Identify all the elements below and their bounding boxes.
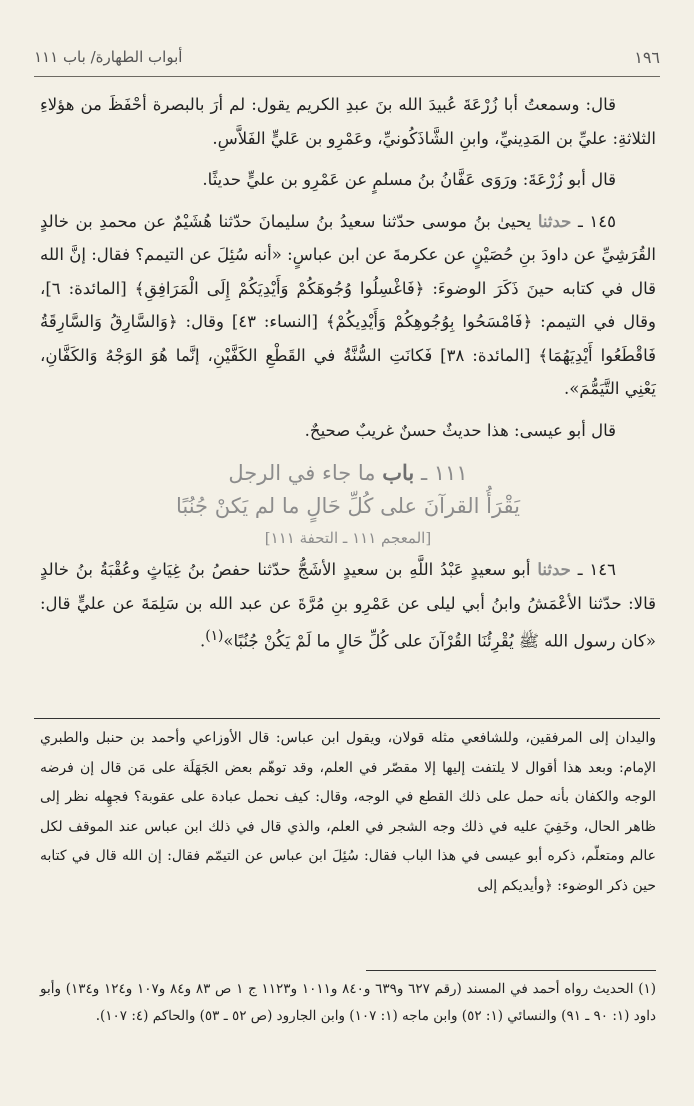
chapter-label: باب: [382, 460, 415, 485]
footnote-divider: [366, 970, 656, 971]
running-title: أبواب الطهارة/ باب ١١١: [34, 48, 183, 66]
page-header: [34, 46, 660, 77]
chapter-title-line1: [40, 457, 656, 489]
hadith-146: [40, 553, 656, 658]
chapter-number: ١١١ ـ: [420, 461, 468, 485]
hadith-146-text: أبو سعيدٍ عَبْدُ اللَّهِ بن سعيدٍ الأشَجُّ حدّثنا حفصُ بنُ غِيَاثٍ وعُقْبَةُ بنُ خالدٍ قالا: حدّثنا الأعْمَشُ وابنُ أبي ليلى عن عَمْرِو بنِ مُرَّةَ عن عبد الله بن سَلِمَةَ عن عليٍّ قال: «كان رسول الله ﷺ يُقْرِئُنَا القُرْآنَ على كُلِّ حَالٍ ما لَمْ يَكُنْ جُنُبًا»: [40, 560, 656, 651]
chapter-heading: [40, 457, 656, 553]
hadith-146-label: حدثنا: [537, 560, 571, 579]
footnote-1: (١) الحديث رواه أحمد في المسند (رقم ٦٢٧ و٦٣٩ و٨٤٠ و١٠١١ و١١٢٣ ج ١ ص ٨٣ و٨٤ و١٠٧ و١٢٤ و١٣٤) وأبو داود (١: ٩٠ ـ ٩١) والنسائي (١: ٥٢) وابن ماجه (١: ١٠٧) وابن الجارود (ص ٥٢ ـ ٥٣) والحاكم (٤: ١٠٧).: [40, 981, 657, 1024]
chapter-title-line2: يَقْرَأُ القرآنَ على كُلِّ حَالٍ ما لم يَكنْ جُنُبًا: [175, 494, 521, 518]
page-number: ١٩٦: [634, 48, 660, 67]
chapter-title-a: ما جاء في الرجل: [228, 461, 376, 485]
paragraph-abu-zura: قال أبو زُرْعَةَ: ورَوَى عَفَّانُ بنُ مسلمٍ عن عَمْرِو بن عليٍّ حديثًا.: [202, 170, 616, 189]
commentary-text: واليدان إلى المرفقين، وللشافعي مثله قولان، ويقول ابن عباس: قال الأوزاعي وأحمد بن حنبل والطبري الإمام: وبعد هذا أقوال لا يلتفت إليها إلا مقصّر في العلم، وقد توهّم بعض الجَهَلَة على مَن قال إن فرضه الوجه والكفان بأنه حمل على ذلك القطع في الوجه، وقال: كيف نحمل عبادة على عقوبة؟ فجهِله نظر إلى ظاهر الحال، وخَفِيَ عليه في ذلك وجه الشجر في العلم، والذي قال في ذلك ابن عباس عند الموقف لكل عالم ومتعلّم، ذكره أبو عيسى في هذا الباب فقال: سُئِلَ ابن عباس عن التيمّم فقال: إن الله قال في كتابه حين ذكر الوضوء: ﴿وأيديكم إلى: [40, 730, 656, 894]
footnotes: [40, 976, 656, 1030]
footnote-marker: (١): [205, 628, 224, 644]
hadith-145-label: حدثنا: [537, 211, 572, 231]
commentary-divider: [34, 718, 660, 719]
hadith-145-number: ١٤٥ ـ: [577, 211, 616, 231]
hadith-146-end: .: [199, 631, 206, 651]
main-text: [40, 88, 656, 658]
chapter-reference: [المعجم ١١١ ـ التحفة ١١١]: [264, 529, 432, 547]
paragraph-grading: قال أبو عيسى: هذا حديثٌ حسنٌ غريبٌ صحيحٌ.: [304, 420, 616, 440]
paragraph-narration: قال: وسمعتُ أبا زُرْعَةَ عُبيدَ الله بنَ عبدِ الكريم يقول: لم أرَ بالبصرة أحْفَظَ من هؤلاءِ الثلاثةِ: عليِّ بن المَدِينيِّ، وابنِ الشَّاذَكُونيِّ، وعَمْرِو بن عَليٍّ الفَلاَّسِ.: [40, 95, 656, 148]
commentary: [40, 724, 656, 901]
hadith-146-number: ١٤٦ ـ: [577, 560, 616, 579]
hadith-145-text: يحيىٰ بنُ موسى حدّثنا سعيدُ بنُ سليمانَ حدّثنا هُشَيْمٌ عن محمدِ بن خالدٍ القُرَشِيِّ عن داودَ بنِ حُصَيْنٍ عن عكرمةَ عن ابن عباسٍ: «أنه سُئِلَ عن التيمم؟ فقال: إنَّ الله قال في كتابه حينَ ذَكَرَ الوضوءَ: ﴿فَاغْسِلُوا وُجُوهَكُمْ وَأَيْدِيَكُمْ إِلَى الْمَرَافِقِ﴾ [المائدة: ٦]، وقال في التيمم: ﴿فَامْسَحُوا بِوُجُوهِكُمْ وَأَيْدِيكُمْ﴾ [النساء: ٤٣] وقال: ﴿وَالسَّارِقُ وَالسَّارِقَةُ فَاقْطَعُوا أَيْدِيَهُمَا﴾ [المائدة: ٣٨] فَكانَتِ السُّنَّةُ في القَطْعِ الكَفَّيْنِ، إنَّما هُوَ الوَجْهُ وَالكَفَّانِ، يَعْنِي التَّيَمُّمَ».: [40, 211, 656, 398]
hadith-145: [40, 205, 656, 406]
